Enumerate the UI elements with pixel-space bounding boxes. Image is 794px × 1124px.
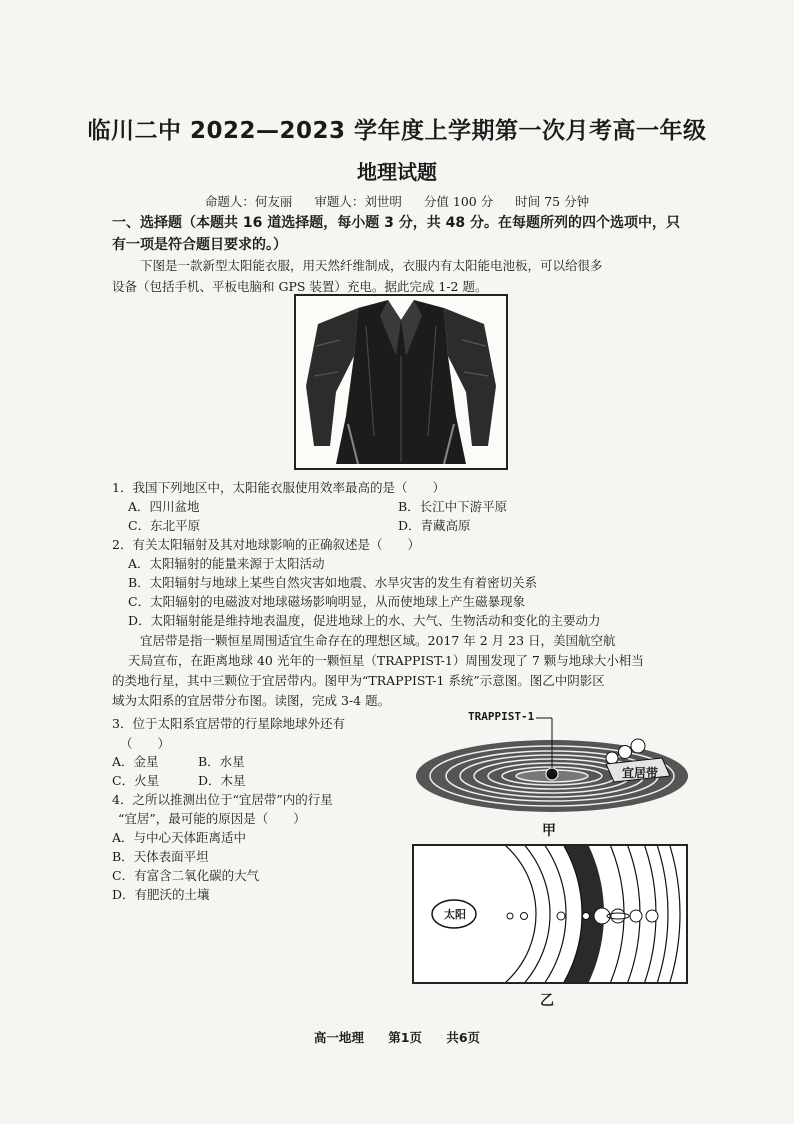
footer-subject: 高一地理: [313, 1030, 364, 1045]
q1-stem: 1．我国下列地区中，太阳能衣服使用效率最高的是（ ）: [112, 480, 445, 495]
intro2-line3: 的类地行星，其中三颗位于宜居带内。图甲为“TRAPPIST-1 系统”示意图。图乙中阴影区: [112, 673, 605, 688]
q2-option-a: A．太阳辐射的能量来源于太阳活动: [128, 556, 325, 571]
q1-option-a: A．四川盆地: [128, 499, 200, 514]
q2-stem: 2．有关太阳辐射及其对地球影响的正确叙述是（ ）: [112, 537, 420, 552]
footer-total: 共6页: [446, 1030, 481, 1045]
q3-option-d: D．木星: [198, 773, 246, 788]
solar-jacket-icon: [296, 296, 506, 468]
q4-option-d: D．有肥沃的土壤: [112, 887, 210, 902]
q2-option-d: D．太阳辐射能是维持地表温度，促进地球上的水、大气、生物活动和变化的主要动力: [128, 613, 601, 628]
setter-label: 命题人：何友丽: [204, 194, 293, 209]
q1-option-b: B．长江中下游平原: [398, 499, 508, 514]
page-footer: [0, 1028, 794, 1046]
section-heading-line2: 有一项是符合题目要求的。）: [112, 237, 287, 253]
score-label: 分值 100 分: [423, 194, 494, 209]
q4-option-c: C．有富含二氧化碳的大气: [112, 868, 260, 883]
q1-option-d: D．青藏高原: [398, 518, 471, 533]
figure-yi-caption: 乙: [540, 993, 554, 1009]
solar-jacket-photo: [294, 294, 508, 470]
q1-option-c: C．东北平原: [128, 518, 201, 533]
section-heading-line1: 一、选择题（本题共 16 道选择题，每小题 3 分，共 48 分。在每题所列的四个选项中，只: [112, 215, 680, 231]
exam-subtitle: 地理试题: [357, 160, 437, 184]
q3-option-a: A．金星: [112, 754, 159, 769]
figure-yi-solar-system: [412, 844, 688, 984]
intro2-line4: 域为太阳系的宜居带分布图。读图，完成 3-4 题。: [112, 693, 391, 708]
figure-jia-caption: 甲: [542, 823, 556, 839]
q4-stem-line1: 4．之所以推测出位于“宜居带”内的行星: [112, 792, 333, 807]
sun-label: 太阳: [444, 908, 466, 921]
q3-stem-line2: （ ）: [120, 736, 171, 751]
q3-option-b: B．水星: [198, 754, 245, 769]
exam-title: 临川二中 2022—2023 学年度上学期第一次月考高一年级: [87, 118, 707, 144]
footer-page: 第1页: [388, 1030, 422, 1045]
habitable-zone-label: 宜居带: [622, 766, 659, 780]
q4-stem-line2: “宜居”，最可能的原因是（ ）: [118, 811, 306, 826]
q4-option-a: A．与中心天体距离适中: [112, 830, 247, 845]
q4-option-b: B．天体表面平坦: [112, 849, 209, 864]
q3-stem-line1: 3．位于太阳系宜居带的行星除地球外还有: [112, 716, 345, 731]
earth-icon: [557, 912, 565, 920]
time-label: 时间 75 分钟: [515, 194, 590, 209]
q2-option-c: C．太阳辐射的电磁波对地球磁场影响明显，从而使地球上产生磁暴现象: [128, 594, 526, 609]
intro1-line2: 设备（包括手机、平板电脑和 GPS 装置）充电。据此完成 1-2 题。: [112, 279, 488, 294]
intro2-line2: 天局宣布，在距离地球 40 光年的一颗恒星（TRAPPIST-1）周围发现了 7 颗与地球大小相当: [128, 653, 644, 668]
figure-jia-trappist: [412, 712, 692, 816]
trappist-label: TRAPPIST-1: [468, 710, 535, 723]
intro2-line1: 宜居带是指一颗恒星周围适宜生命存在的理想区域。2017 年 2 月 23 日，美国航空航: [140, 633, 616, 648]
trappist-star-icon: [546, 768, 558, 780]
exam-meta: [0, 192, 794, 210]
intro1-line1: 下图是一款新型太阳能衣服，用天然纤维制成，衣服内有太阳能电池板，可以给很多: [140, 258, 603, 273]
q2-option-b: B．太阳辐射与地球上某些自然灾害如地震、水旱灾害的发生有着密切关系: [128, 575, 538, 590]
reviewer-label: 审题人：刘世明: [314, 194, 402, 209]
q3-option-c: C．火星: [112, 773, 160, 788]
